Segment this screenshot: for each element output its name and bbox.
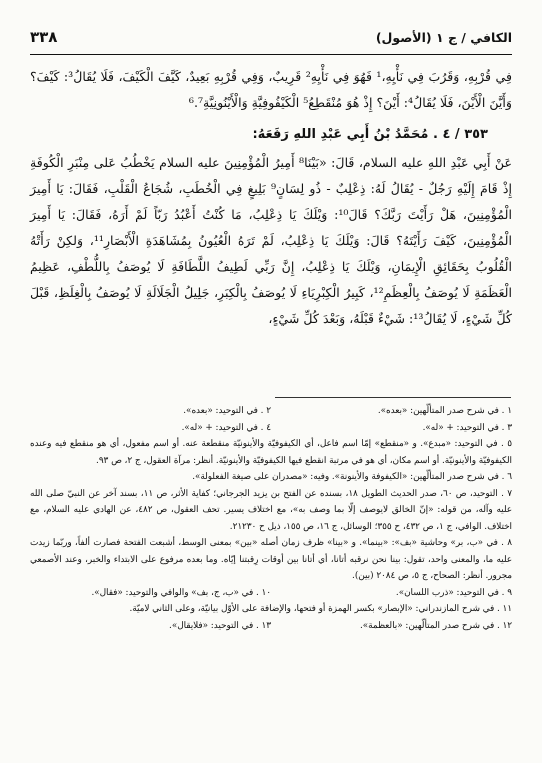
page-number: ٣٣٨: [30, 28, 58, 46]
footnote-row: [30, 585, 512, 602]
footnote-11: ١١ . في شرح المازندراني: «الإبصار» بكسر الهمزة أو فتحها، والإضافة على الأوّل بيانيّة، وعلى الثاني لاميّة.: [129, 604, 512, 614]
hadith-heading: ٣٥٣ / ٤ . مُحَمَّدُ بْنُ أَبِي عَبْدِ اللهِ رَفَعَهُ:: [252, 127, 488, 142]
footnote-3: ٣ . في التوحيد: + «له».: [422, 422, 512, 433]
footnote-separator: [275, 397, 511, 398]
running-title: الكافي / ج ١ (الأصول): [375, 30, 512, 45]
main-text: [30, 64, 512, 332]
footnotes: [30, 403, 512, 634]
hadith-text: عَنْ أَبِي عَبْدِ اللهِ عليه السلام، قَالَ: «بَيْنَا⁸ أَمِيرُ الْمُؤْمِنِينَ عليه السلام يَخْطُبُ عَلى مِنْبَرِ الْكُوفَةِ إِذْ قَامَ إِلَيْهِ رَجُلٌ - يُقَالُ لَهُ: ذِعْلِبٌ - ذُو لِسَانٍ⁹ بَلِيغٍ فِي الْخُطَبِ، شُجَاعُ الْقَلْبِ، فَقَالَ: يَا أَمِيرَ الْمُؤْمِنِينَ، هَلْ رَأَيْتَ رَبَّكَ؟ قَالَ¹⁰: وَيْلَكَ يَا ذِعْلِبُ، مَا كُنْتُ أَعْبُدُ رَبّاً لَمْ أَرَهُ، فَقَالَ: يَا أَمِيرَ الْمُؤْمِنِينَ، كَيْفَ رَأَيْتَهُ؟ قَالَ: وَيْلَكَ يَا ذِعْلِبُ، لَمْ تَرَهُ الْعُيُونُ بِمُشَاهَدَةِ الْأَبْصَارِ¹¹، وَلكِنْ رَأَتْهُ الْقُلُوبُ بِحَقَائِقِ الْإِيمَانِ، وَيْلَكَ يَا ذِعْلِبُ، إِنَّ رَبِّي لَطِيفُ اللَّطَافَةِ لَا يُوصَفُ بِاللُّطْفِ، عَظِيمُ الْعَظَمَةِ لَا يُوصَفُ بِالْعِظَمِ¹²، كَبِيرُ الْكِبْرِيَاءِ لَا يُوصَفُ بِالْكِبَرِ، جَلِيلُ الْجَلَالَةِ لَا يُوصَفُ بِالْغِلَظِ، قَبْلَ كُلِّ شَيْءٍ، لَا يُقَالُ¹³: شَيْءٌ قَبْلَهُ، وَبَعْدَ كُلِّ شَيْءٍ،: [30, 155, 513, 326]
footnote-1: ١ . في شرح صدر المتألّهين: «بعده».: [377, 406, 512, 416]
header-rule: [30, 54, 512, 55]
paragraph-continuation: فِي قُرْبِهِ، وَقَرُبَ فِي نَأْيِهِ،¹ فَهُوَ فِي نَأْيِهِ² قَرِيبٌ، وَفِي قُرْبِهِ بَعِيدٌ، كَيَّفَ الْكَيْفَ، فَلَا يُقَالُ³: كَيْفَ؟ وَأَيَّنَ الْأَيْنَ، فَلَا يُقَالُ⁴: أَيْنَ؟ إِذْ هُوَ مُنْقَطِعُ⁵ الْكَيْفُوفِيَّةِ وَالْأَيْنُونِيَّةِ⁶.⁷: [30, 69, 512, 110]
footnote-8: ٨ . في «ب، بر» وحاشية «بف»: «بينما». و «بينا» ظرف زمان أصله «بين» بمعنى الوسط، أشبعت الفتحة فصارت ألفاً، وربّما زيدت عليه ما، والمعنى واحد، تقول: بينا نحن نرقبه أتانا، أي أتانا بين أوقات رِقبتنا إيّاه. وما بعده مرفوع على الابتداء والخبر، وعند الأصمعي مجرور. أنظر: الصحاح، ج ٥، ص ٢٠٨٤ (بين).: [30, 538, 512, 581]
footnote-7: ٧ . التوحيد، ص ٦٠، صدر الحديث الطويل ١٨، بسنده عن الفتح بن يزيد الجرجاني؛ كفاية الأثر، ص ١١، بسند آخر عن النبيّ صلى الله عليه وآله، من قوله: «إنّ الخالق لايوصف إلّا بما وصف به»، مع اختلاف يسير. تحف العقول، ص ٤٨٢، عن الهادي عليه السلام، مع اختلاف. الوافي، ج ١، ص ٤٣٢، ح ٣٥٥؛ الوسائل، ج ١٦، ص ١٥٥، ذيل ح ٢١٢٣٠.: [30, 488, 512, 532]
footnote-10: ١٠ . في «ب، ج، بف» والوافي والتوحيد: «فقال».: [91, 587, 271, 598]
footnote-9: ٩ . في التوحيد: «ذرب اللسان».: [395, 587, 512, 598]
footnote-row: [30, 420, 512, 437]
footnote-13: ١٣ . في التوحيد: «فلايقال».: [169, 620, 271, 631]
footnote-2: ٢ . في التوحيد: «بعده».: [183, 406, 271, 416]
footnote-6: ٦ . في شرح صدر المتألّهين: «الكيفوفة والأينونة». وفيه: «مصدران على صيغة الفعلولة».: [192, 472, 512, 482]
footnote-12: ١٢ . في شرح صدر المتألّهين: «بالعظمة».: [359, 620, 512, 631]
footnote-row: [30, 403, 512, 420]
footnote-4: ٤ . في التوحيد: + «له».: [181, 422, 271, 433]
footnote-row: [30, 618, 512, 635]
footnote-5: ٥ . في التوحيد: «مبدع». و «منقطع» إمّا اسم فاعل، أي الكيفوفيّة والأينونيّة منقطعة عنه. أو اسم مفعول، أي هو منقطع فيه وعنده الكيفوفيّة والأينونيّة. أو اسم مكان، أي هو في مرتبة انقطع فيها الكيفوفيّة والأينونيّة. أنظر: مرآة العقول، ج ٢، ص ٩٣.: [30, 439, 512, 466]
page-header: [30, 30, 512, 50]
